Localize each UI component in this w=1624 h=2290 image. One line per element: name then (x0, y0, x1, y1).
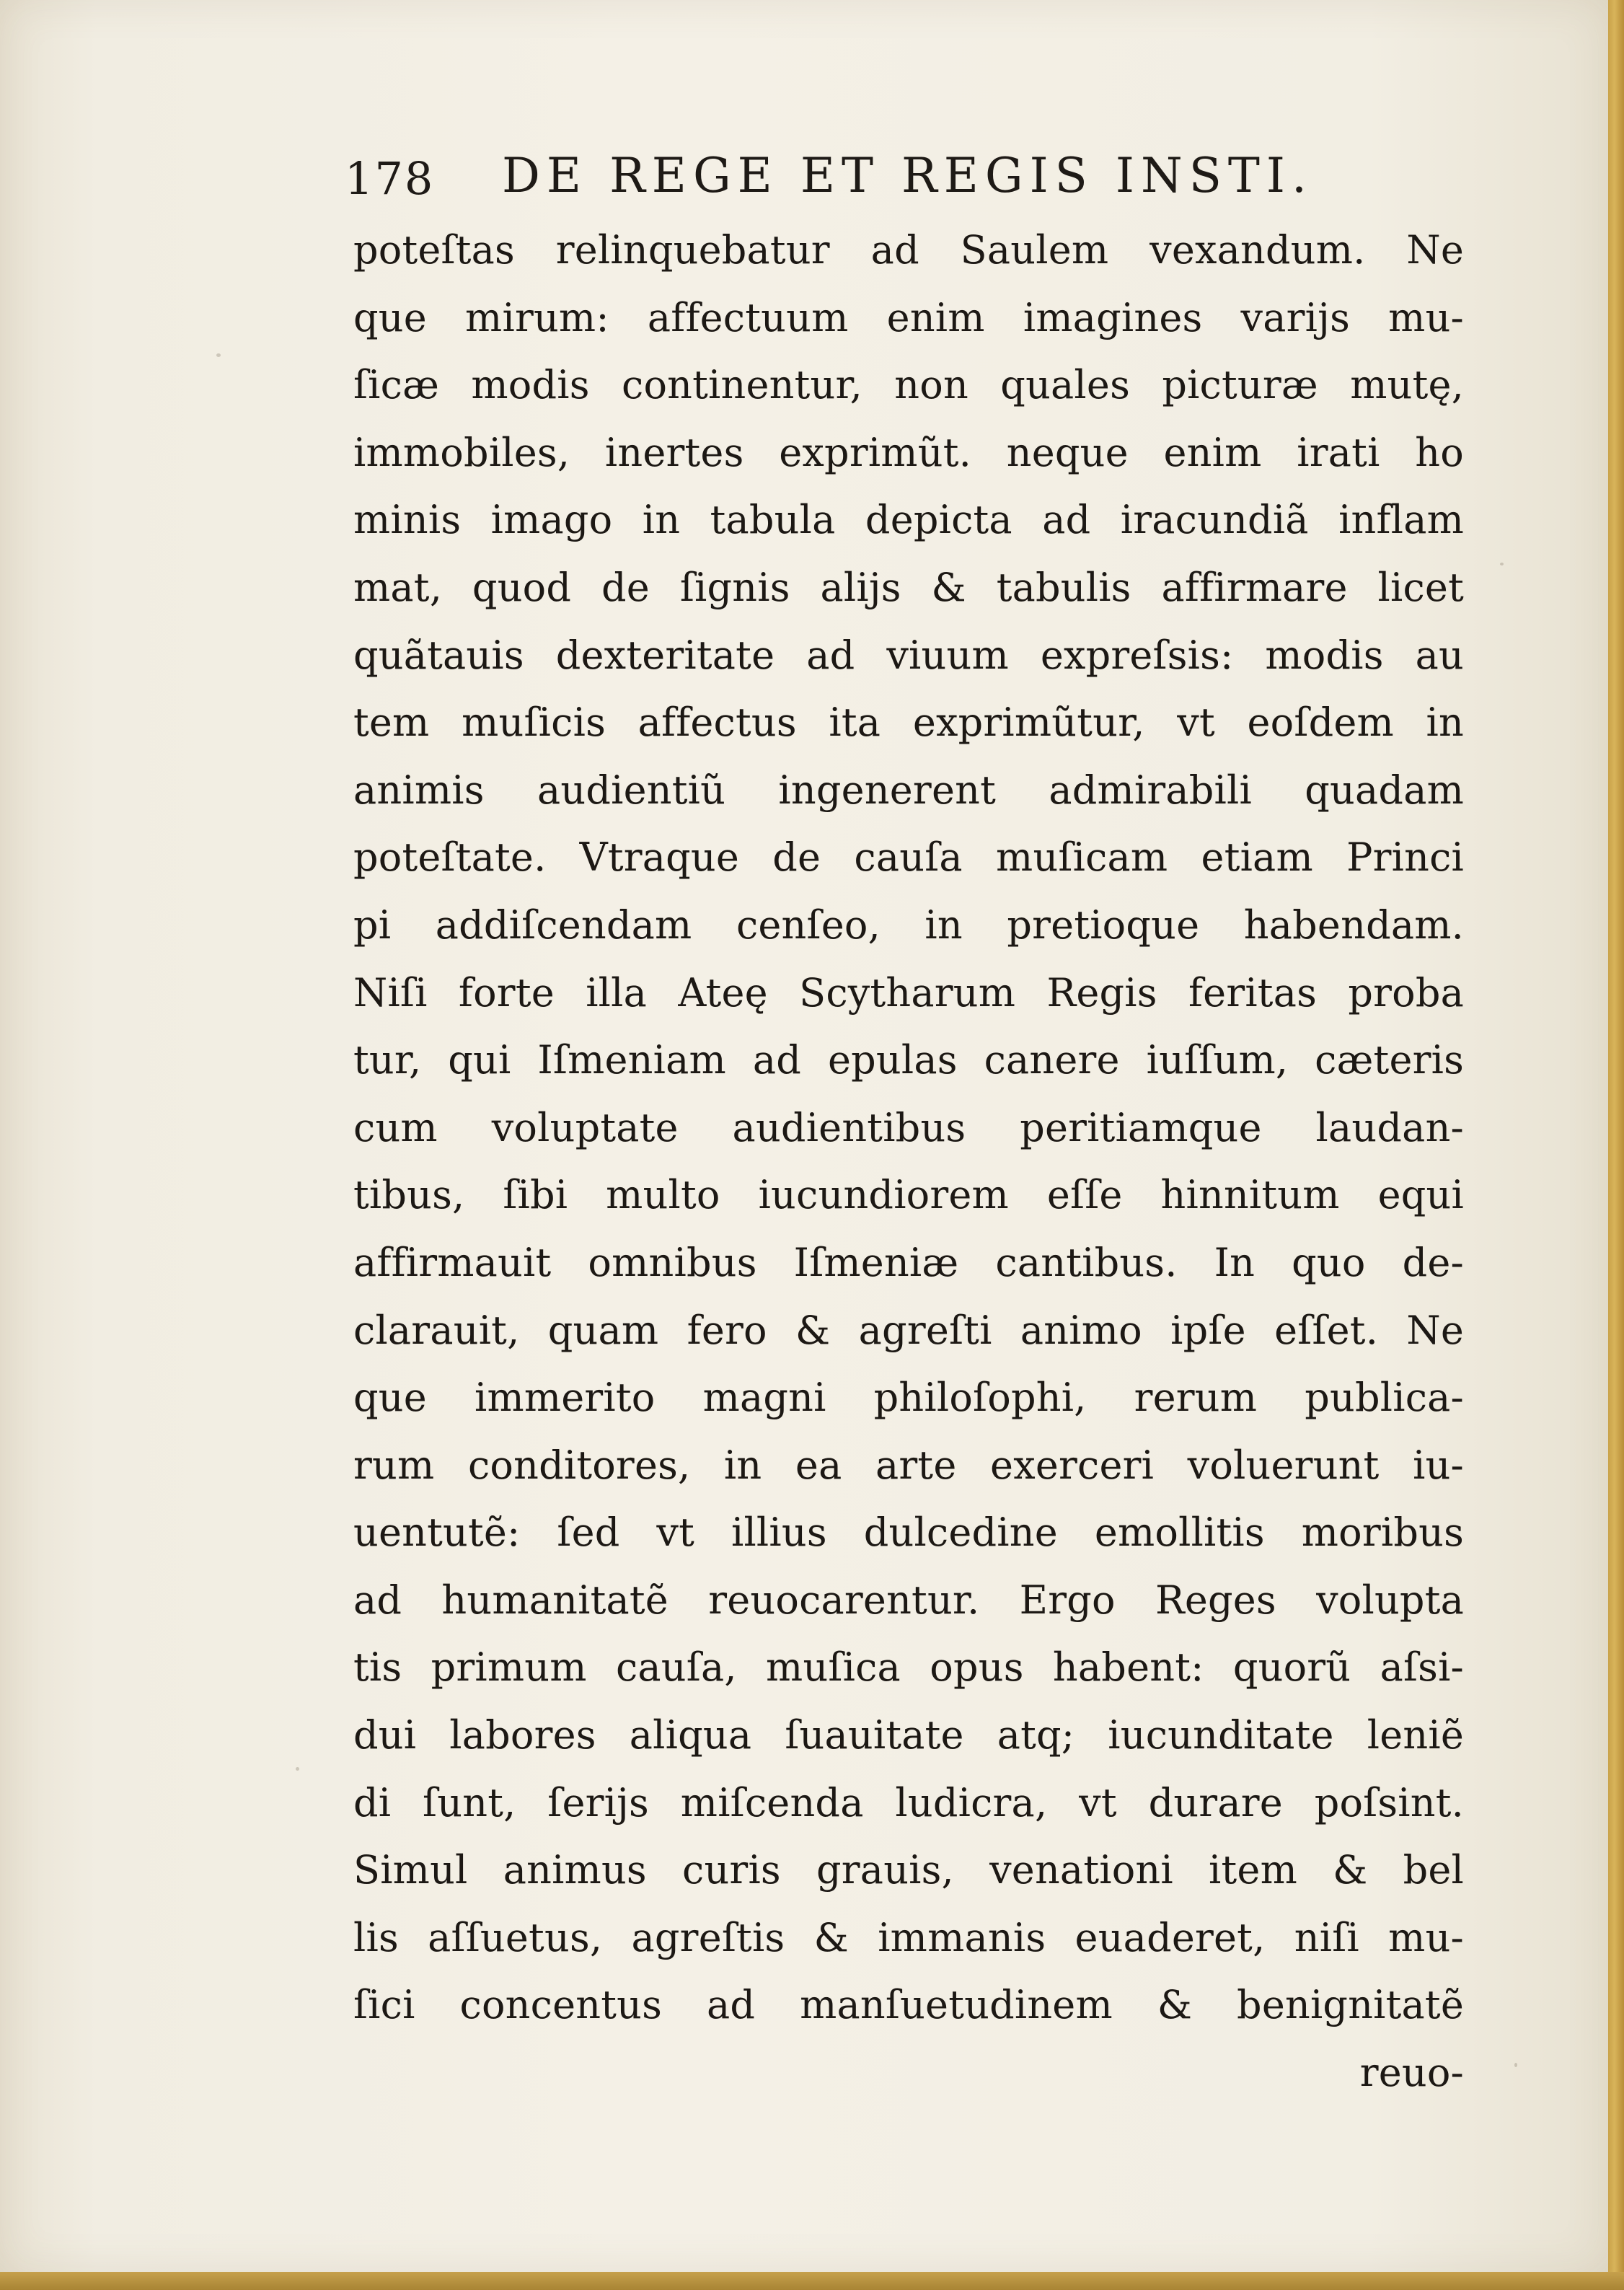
text-line: tur, qui Iſmeniam ad epulas canere iuſſum, cæteris (353, 1037, 1464, 1083)
catchword: reuo- (1359, 2050, 1464, 2096)
text-line: tibus, ſibi multo iucundiorem eſſe hinnitum equi (353, 1172, 1464, 1218)
text-line: rum conditores, in ea arte exerceri voluerunt iu- (353, 1442, 1464, 1488)
text-line: clarauit, quam fero & agreſti animo ipſe eſſet. Ne (353, 1307, 1464, 1353)
text-line: poteſtate. Vtraque de cauſa muſicam etiam Princi (353, 834, 1464, 881)
paper-speck (1500, 563, 1504, 565)
page-edge-right (1608, 0, 1624, 2290)
text-line: dui labores aliqua ſuauitate atq; iucunditate leniẽ (353, 1712, 1464, 1758)
running-head: DE REGE ET REGIS INSTI. (502, 148, 1313, 203)
text-line: que immerito magni philoſophi, rerum publica- (353, 1375, 1464, 1421)
page-header (345, 148, 1470, 213)
paper-speck (216, 353, 221, 357)
text-line: immobiles, inertes exprimũt. neque enim irati ho (353, 429, 1464, 475)
text-line: ad humanitatẽ reuocarentur. Ergo Reges volupta (353, 1577, 1464, 1623)
text-line: di ſunt, ſerijs miſcenda ludicra, vt durare poſsint. (353, 1779, 1464, 1826)
text-line: tem muſicis affectus ita exprimũtur, vt eoſdem in (353, 700, 1464, 746)
text-line: uentutẽ: ſed vt illius dulcedine emollitis moribus (353, 1510, 1464, 1556)
text-line: animis audientiũ ingenerent admirabili quadam (353, 767, 1464, 813)
page-number: 178 (345, 152, 435, 205)
text-line: mat, quod de ſignis alijs & tabulis affirmare licet (353, 564, 1464, 610)
text-line: ſicæ modis continentur, non quales picturæ mutę, (353, 362, 1464, 408)
paper-speck (1514, 2063, 1517, 2067)
text-line: poteſtas relinquebatur ad Saulem vexandum. Ne (353, 227, 1464, 273)
text-line: tis primum cauſa, muſica opus habent: quorũ aſsi- (353, 1644, 1464, 1691)
text-line: ſici concentus ad manſuetudinem & benignitatẽ (353, 1982, 1464, 2028)
text-line: minis imago in tabula depicta ad iracundiã inflam (353, 497, 1464, 543)
text-line: lis aſſuetus, agreſtis & immanis euaderet, niſi mu- (353, 1914, 1464, 1960)
text-line: Simul animus curis grauis, venationi item & bel (353, 1847, 1464, 1893)
page-edge-bottom (0, 2272, 1624, 2290)
text-line: affirmauit omnibus Iſmeniæ cantibus. In quo de- (353, 1239, 1464, 1285)
paper-speck (296, 1767, 299, 1771)
body-text (353, 216, 1464, 2107)
text-line: quãtauis dexteritate ad viuum expreſsis: modis au (353, 632, 1464, 678)
text-line: cum voluptate audientibus peritiamque laudan- (353, 1104, 1464, 1150)
text-line: que mirum: affectuum enim imagines varijs mu- (353, 294, 1464, 340)
text-line: Niſi forte illa Ateę Scytharum Regis feritas proba (353, 969, 1464, 1016)
text-line: pi addiſcendam cenſeo, in pretioque habendam. (353, 902, 1464, 948)
